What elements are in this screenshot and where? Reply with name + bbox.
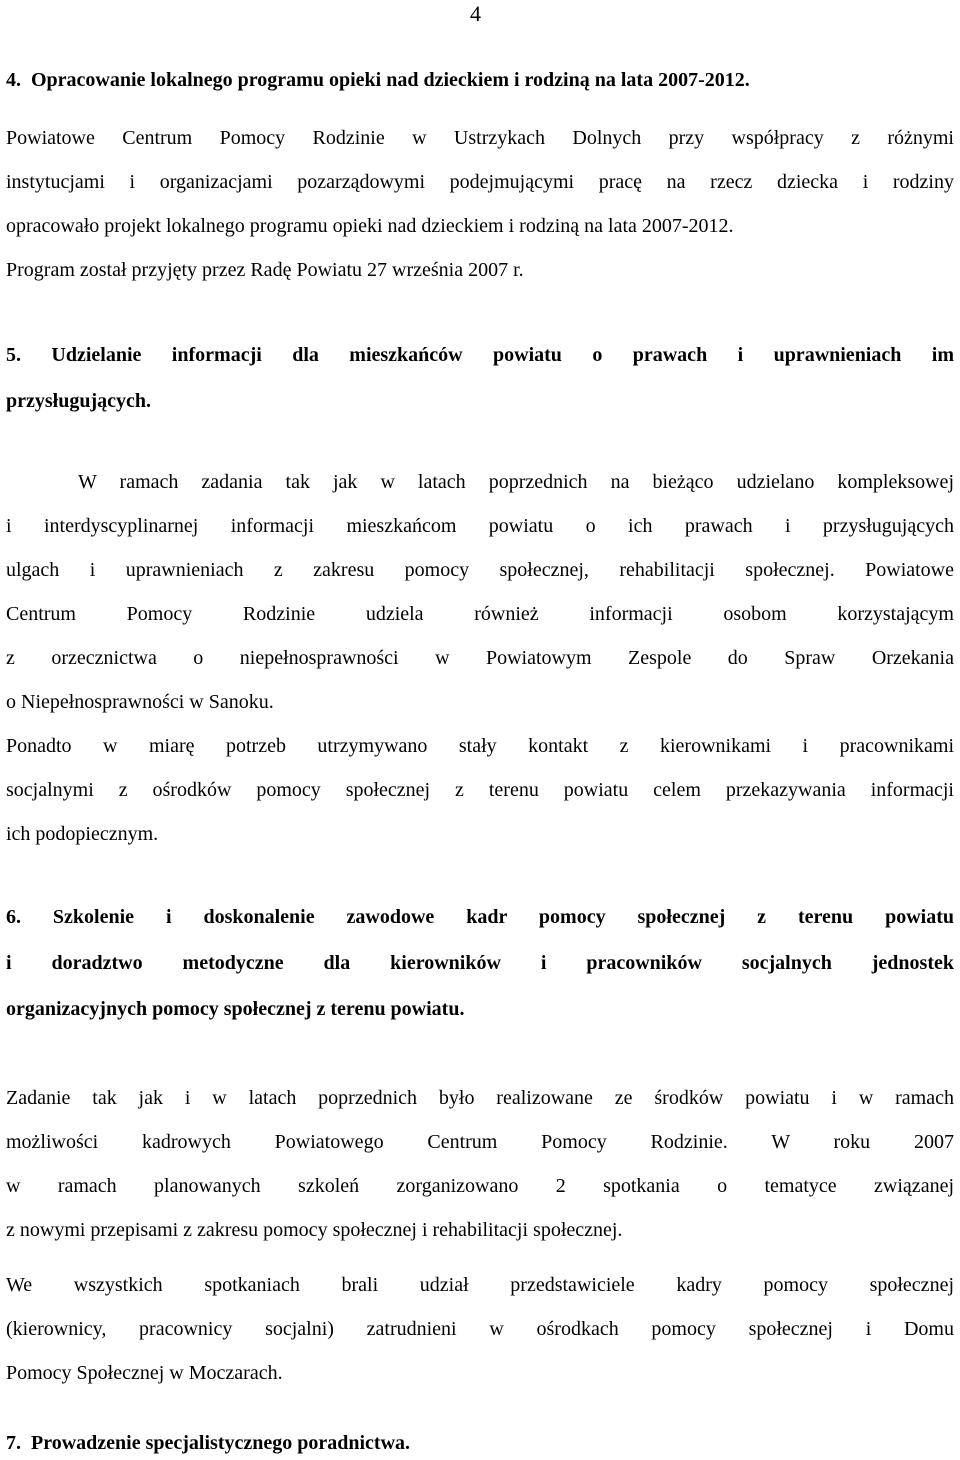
paragraph-line: instytucjami i organizacjami pozarządowymi podejmującymi pracę na rzecz dziecka i rodziny: [6, 171, 954, 193]
paragraph-line: z orzecznictwa o niepełnosprawności w Powiatowym Zespole do Spraw Orzekania: [6, 647, 954, 669]
section-5-body: [6, 460, 954, 856]
section-7-title: Prowadzenie specjalistycznego poradnictwa.: [31, 1432, 411, 1454]
paragraph-line: Zadanie tak jak i w latach poprzednich było realizowane ze środków powiatu i w ramach: [6, 1087, 954, 1109]
section-6-heading: [6, 894, 954, 1032]
paragraph-line: (kierownicy, pracownicy socjalni) zatrudnieni w ośrodkach pomocy społecznej i Domu: [6, 1318, 954, 1340]
paragraph-line: Centrum Pomocy Rodzinie udziela również informacji osobom korzystającym: [6, 603, 954, 625]
section-6-paragraph-1: [6, 1076, 954, 1252]
section-4-title: Opracowanie lokalnego programu opieki nad dzieckiem i rodziną na lata 2007-2012.: [31, 69, 750, 91]
heading-line: organizacyjnych pomocy społecznej z terenu powiatu.: [6, 998, 465, 1020]
section-4-number: 4.: [6, 69, 21, 91]
section-6-paragraph-2: [6, 1263, 954, 1395]
paragraph-line: możliwości kadrowych Powiatowego Centrum Pomocy Rodzinie. W roku 2007: [6, 1131, 954, 1153]
paragraph-line: opracowało projekt lokalnego programu opieki nad dzieckiem i rodziną na lata 2007-2012.: [6, 215, 734, 237]
section-7-number: 7.: [6, 1432, 21, 1454]
paragraph-line: ulgach i uprawnieniach z zakresu pomocy społecznej, rehabilitacji społecznej. Powiatowe: [6, 559, 954, 581]
page-number: 4: [470, 1, 481, 26]
paragraph-line: Pomocy Społecznej w Moczarach.: [6, 1362, 283, 1384]
paragraph-line: W ramach zadania tak jak w latach poprzednich na bieżąco udzielano kompleksowej: [78, 471, 954, 493]
paragraph-line: Ponadto w miarę potrzeb utrzymywano stały kontakt z kierownikami i pracownikami: [6, 735, 954, 757]
paragraph-line: socjalnymi z ośrodków pomocy społecznej z terenu powiatu celem przekazywania informacji: [6, 779, 954, 801]
section-4-heading: [6, 68, 954, 92]
heading-line: 6. Szkolenie i doskonalenie zawodowe kadr pomocy społecznej z terenu powiatu: [6, 906, 954, 928]
paragraph-line: i interdyscyplinarnej informacji mieszkańcom powiatu o ich prawach i przysługujących: [6, 515, 954, 537]
paragraph-line: Powiatowe Centrum Pomocy Rodzinie w Ustrzykach Dolnych przy współpracy z różnymi: [6, 127, 954, 149]
paragraph-line: We wszystkich spotkaniach brali udział przedstawiciele kadry pomocy społecznej: [6, 1274, 954, 1296]
paragraph-line: ich podopiecznym.: [6, 823, 159, 845]
heading-line: przysługujących.: [6, 390, 151, 412]
paragraph-line: w ramach planowanych szkoleń zorganizowano 2 spotkania o tematyce związanej: [6, 1175, 954, 1197]
section-4-paragraph: [6, 116, 954, 292]
heading-line: 5. Udzielanie informacji dla mieszkańców powiatu o prawach i uprawnieniach im: [6, 344, 954, 366]
section-5-heading: [6, 332, 954, 424]
heading-line: i doradztwo metodyczne dla kierowników i pracowników socjalnych jednostek: [6, 952, 954, 974]
paragraph-line: o Niepełnosprawności w Sanoku.: [6, 691, 274, 713]
paragraph-line: Program został przyjęty przez Radę Powiatu 27 września 2007 r.: [6, 259, 524, 281]
section-7-heading: [6, 1430, 954, 1456]
paragraph-line: z nowymi przepisami z zakresu pomocy społecznej i rehabilitacji społecznej.: [6, 1219, 623, 1241]
